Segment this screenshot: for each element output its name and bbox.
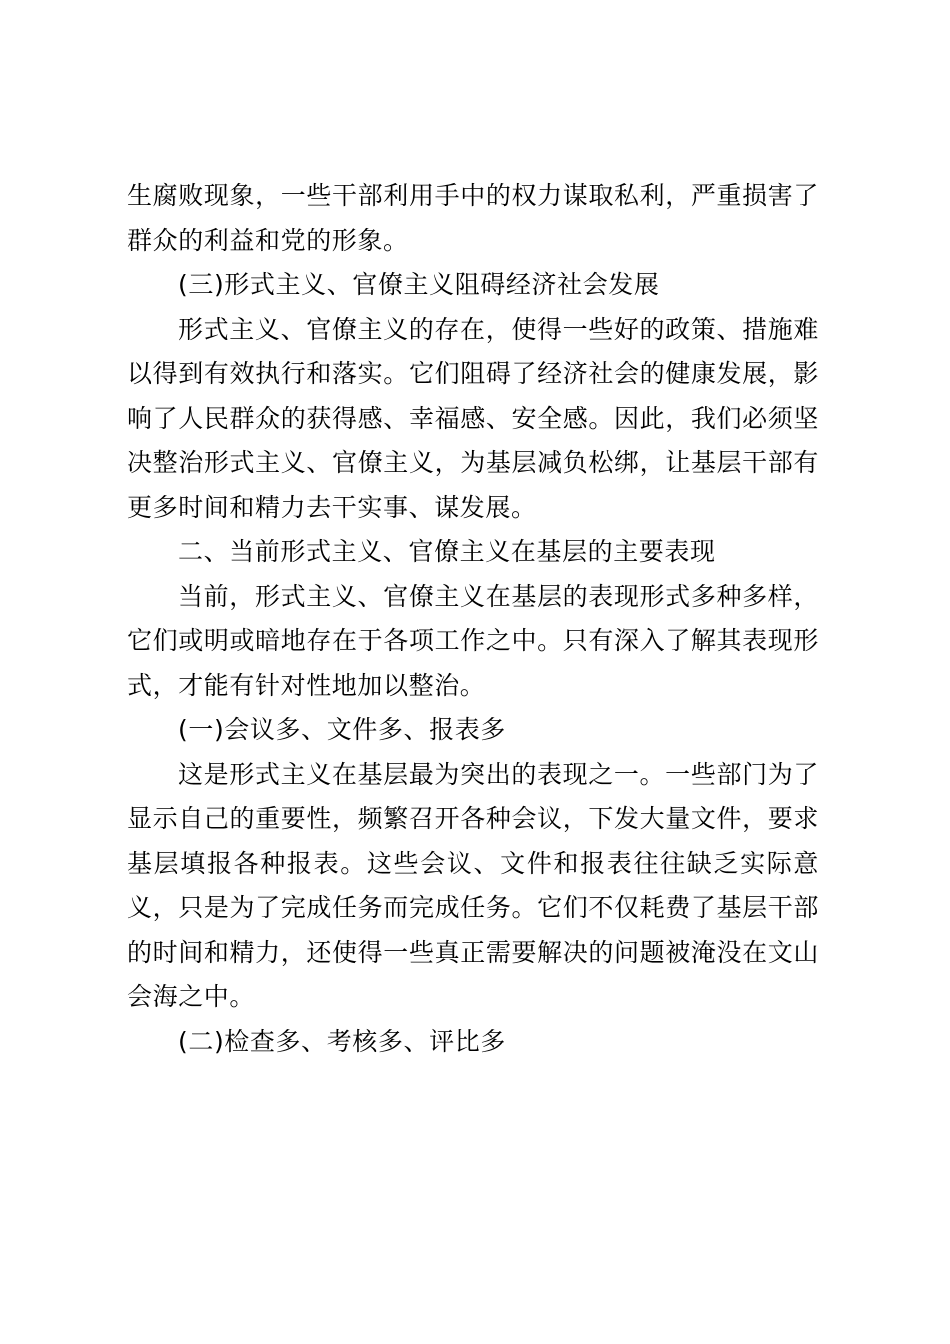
section-heading: 二、当前形式主义、官僚主义在基层的主要表现 bbox=[178, 537, 716, 566]
body-paragraph: 这是形式主义在基层最为突出的表现之一。一些部门为了显示自己的重要性，频繁召开各种会议，下发大量文件，要求基层填报各种报表。这些会议、文件和报表往往缺乏实际意义，只是为了完成任务而完成任务。它们不仅耗费了基层干部的时间和精力，还使得一些真正需要解决的问题被淹没在文山会海之中。 bbox=[127, 759, 819, 1011]
section-heading: (一)会议多、文件多、报表多 bbox=[178, 715, 506, 744]
section-heading: (三)形式主义、官僚主义阻碍经济社会发展 bbox=[178, 270, 660, 299]
document-body bbox=[127, 174, 819, 1064]
body-paragraph: 当前，形式主义、官僚主义在基层的表现形式多种多样，它们或明或暗地存在于各项工作之中。只有深入了解其表现形式，才能有针对性地加以整治。 bbox=[127, 581, 819, 700]
body-paragraph: 形式主义、官僚主义的存在，使得一些好的政策、措施难以得到有效执行和落实。它们阻碍了经济社会的健康发展，影响了人民群众的获得感、幸福感、安全感。因此，我们必须坚决整治形式主义、官僚主义，为基层减负松绑，让基层干部有更多时间和精力去干实事、谋发展。 bbox=[127, 314, 819, 522]
body-paragraph: 生腐败现象，一些干部利用手中的权力谋取私利，严重损害了群众的利益和党的形象。 bbox=[127, 181, 819, 255]
section-heading: (二)检查多、考核多、评比多 bbox=[178, 1026, 506, 1056]
